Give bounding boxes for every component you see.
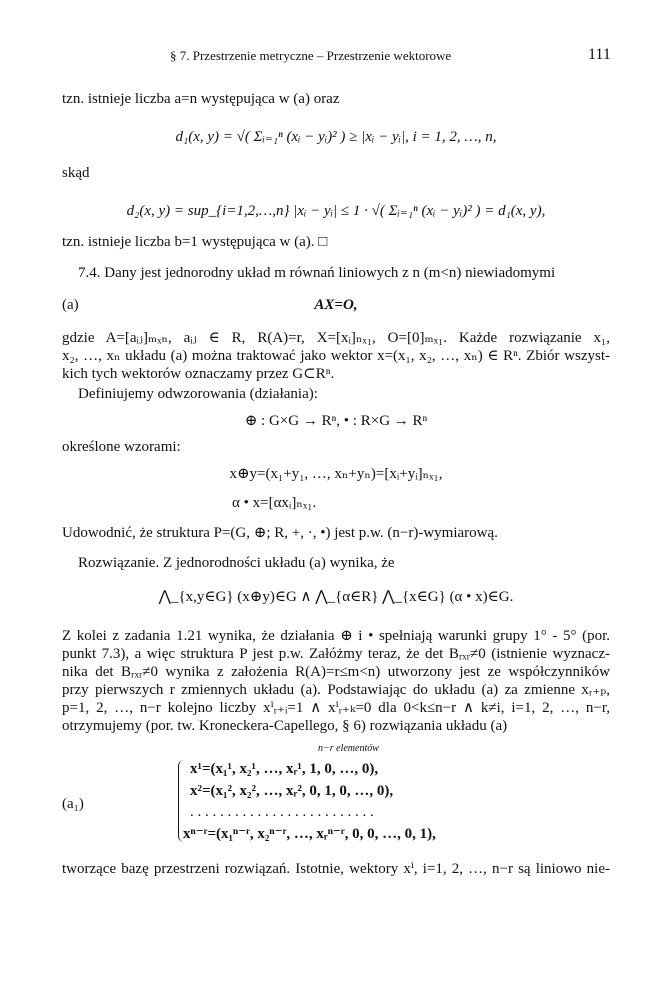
system-row: x²=(x₁², x₂², …, xᵣ², 0, 1, 0, …, 0), bbox=[190, 783, 394, 799]
solution-heading: Rozwiązanie. Z jednorodności układu (a) wynika, że bbox=[78, 555, 395, 571]
equation-a: AX=O, bbox=[314, 297, 358, 313]
paragraph-line: otrzymujemy (por. tw. Kroneckera-Capellego, § 6) rozwiązania układu (a) bbox=[62, 718, 508, 734]
formula-d1: d₁(x, y) = √( Σᵢ₌₁ⁿ (xᵢ − yᵢ)² ) ≥ |xᵢ − yᵢ|, i = 1, 2, …, n, bbox=[175, 129, 497, 145]
paragraph-line: Z kolei z zadania 1.21 wynika, że działania ⊕ i • spełniają warunki grupy 1° - 5° (por. bbox=[62, 628, 610, 644]
paragraph-line: punkt 7.3), a więc struktura P jest p.w. Załóżmy teraz, że det Bᵣₓᵣ≠0 (istnienie wyznacz- bbox=[62, 646, 610, 662]
paragraph-line: przy pierwszych r zmiennych układu (a). Podstawiając do układu (a) za zmienne xᵣ₊ₚ, bbox=[62, 682, 610, 698]
text-line: Definiujemy odwzorowania (działania): bbox=[78, 386, 318, 402]
formula-scalar: α • x=[αxᵢ]ₙₓ₁. bbox=[232, 495, 317, 511]
page-number: 111 bbox=[588, 46, 611, 63]
text-line: tzn. istnieje liczba b=1 występująca w (a). □ bbox=[62, 234, 328, 250]
text-line: tzn. istnieje liczba a=n występująca w (a) oraz bbox=[62, 91, 340, 107]
system-label: (a₁) bbox=[62, 796, 84, 812]
paragraph-line: tworzące bazę przestrzeni rozwiązań. Istotnie, wektory xⁱ, i=1, 2, …, n−r są liniowo nie- bbox=[62, 861, 610, 877]
formula-sum: x⊕y=(x₁+y₁, …, xₙ+yₙ)=[xᵢ+yᵢ]ₙₓ₁, bbox=[229, 466, 443, 482]
running-header: § 7. Przestrzenie metryczne – Przestrzenie wektorowe bbox=[170, 48, 452, 63]
equation-label: (a) bbox=[62, 297, 79, 313]
text-line: Udowodnić, że struktura P=(G, ⊕; R, +, ·, •) jest p.w. (n−r)-wymiarową. bbox=[62, 525, 498, 541]
system-row: . . . . . . . . . . . . . . . . . . . . . . . . . bbox=[190, 804, 374, 820]
formula-operations: ⊕ : G×G → Rⁿ, • : R×G → Rⁿ bbox=[244, 413, 428, 429]
brace-label: n−r elementów bbox=[318, 743, 379, 754]
system-row: xⁿ⁻ʳ=(x₁ⁿ⁻ʳ, x₂ⁿ⁻ʳ, …, xᵣⁿ⁻ʳ, 0, 0, …, 0, 1), bbox=[183, 826, 436, 842]
formula-d2: d₂(x, y) = sup_{i=1,2,…,n} |xᵢ − yᵢ| ≤ 1 · √( Σᵢ₌₁ⁿ (xᵢ − yᵢ)² ) = d₁(x, y), bbox=[126, 203, 546, 219]
paragraph-line: nika det Bᵣₓᵣ≠0 wynika z założenia R(A)=r≤m<n) utworzony jest ze współczynników bbox=[62, 664, 610, 680]
paragraph-line: p=1, 2, …, n−r kolejno liczby xⁱᵣ₊ᵢ=1 ∧ xⁱᵣ₊ₖ=0 dla 0<k≤n−r ∧ k≠i, i=1, 2, …, n−r, bbox=[62, 700, 610, 716]
paragraph-line: gdzie A=[aᵢⱼ]ₘₓₙ, aᵢⱼ ∈ R, R(A)=r, X=[xᵢ]ₙₓ₁, O=[0]ₘₓ₁. Każde rozwiązanie x₁, bbox=[62, 330, 610, 346]
problem-heading: 7.4. Dany jest jednorodny układ m równań liniowych z n (m<n) niewiadomymi bbox=[78, 265, 556, 281]
text-line: określone wzorami: bbox=[62, 439, 181, 455]
system-row: x¹=(x₁¹, x₂¹, …, xᵣ¹, 1, 0, …, 0), bbox=[190, 761, 379, 777]
paragraph-line: kich tych wektorów oznaczamy przez G⊂Rⁿ. bbox=[62, 366, 335, 382]
text-line: skąd bbox=[62, 165, 90, 181]
paragraph-line: x₂, …, xₙ układu (a) można traktować jako wektor x=(x₁, x₂, …, xₙ) ∈ Rⁿ. Zbiór wszyst- bbox=[62, 348, 610, 364]
formula-closure: ⋀_{x,y∈G} (x⊕y)∈G ∧ ⋀_{α∈R} ⋀_{x∈G} (α • x)∈G. bbox=[158, 589, 514, 605]
